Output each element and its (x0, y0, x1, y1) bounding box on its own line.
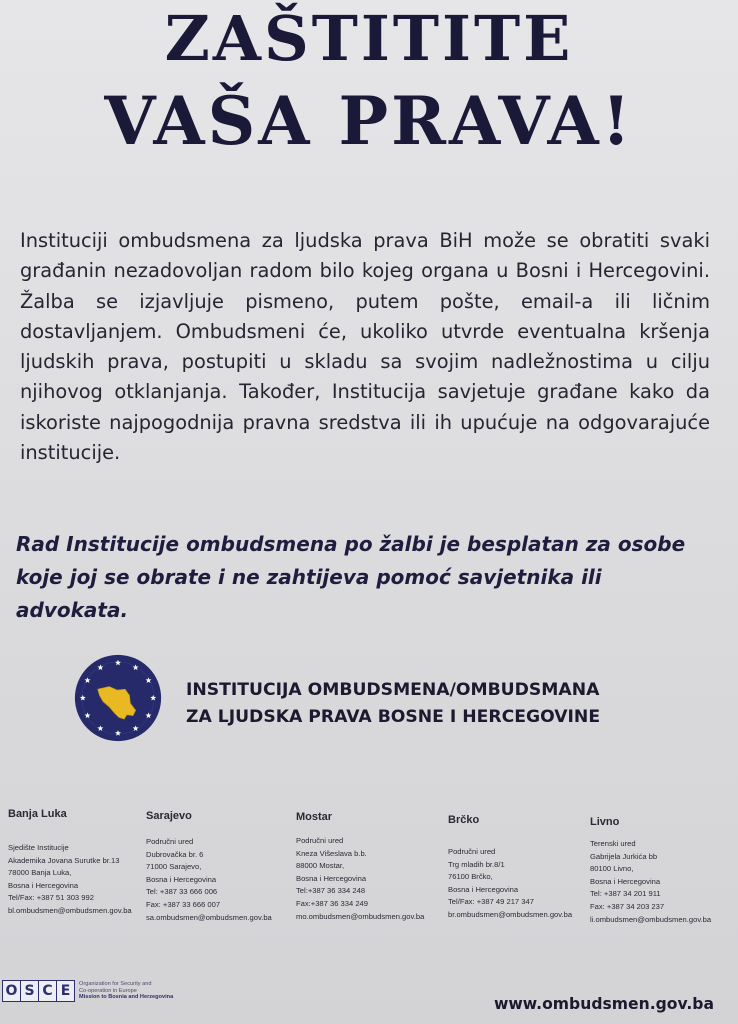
osce-caption-line: Co-operation in Europe (79, 987, 137, 994)
office-line: Područni ured (296, 836, 344, 845)
office-sarajevo (146, 810, 281, 924)
office-email: mo.ombudsmen@ombudsmen.gov.ba (296, 911, 425, 921)
office-line: Tel: +387 33 666 006 (146, 887, 218, 897)
office-line: Fax: +387 33 666 007 (146, 899, 221, 909)
headline-line-1: ZAŠTITITE (164, 2, 574, 75)
osce-caption-line: Organization for Security and (79, 981, 152, 988)
office-line: Gabrijela Jurkića bb (590, 851, 658, 861)
office-line: Tel: +387 34 201 911 (590, 889, 661, 899)
office-line: Sjedište Institucije (8, 843, 69, 852)
institution-name-line-1: INSTITUCIJA OMBUDSMENA/OMBUDSMANA (186, 680, 600, 700)
office-line: 80100 Livno, (590, 864, 634, 874)
office-city: Livno (590, 816, 620, 828)
office-banja-luka (8, 808, 143, 918)
headline-line-2: VAŠA PRAVA! (104, 82, 634, 160)
osce-letter: S (21, 981, 39, 1001)
office-line: Područni ured (146, 837, 194, 846)
office-line: 88000 Mostar, (296, 861, 345, 871)
office-email: bl.ombudsmen@ombudsmen.gov.ba (8, 905, 132, 915)
office-line: Bosna i Hercegovina (590, 876, 661, 886)
office-city: Mostar (296, 811, 333, 823)
office-line: Bosna i Hercegovina (8, 880, 79, 890)
office-line: Trg mladih br.8/1 (448, 859, 505, 869)
office-city: Brčko (448, 814, 480, 826)
office-livno (590, 816, 730, 926)
osce-letter: O (3, 981, 21, 1001)
office-city: Sarajevo (146, 810, 192, 822)
ombudsman-emblem-icon (74, 654, 162, 742)
institution-name-line-2: ZA LJUDSKA PRAVA BOSNE I HERCEGOVINE (186, 707, 601, 727)
office-line: Tel/Fax: +387 49 217 347 (448, 897, 534, 907)
office-line: Tel/Fax: +387 51 303 992 (8, 893, 94, 903)
office-line: Kneza Višeslava b.b. (296, 848, 367, 858)
office-line: Terenski ured (590, 839, 636, 848)
office-line: Fax:+387 36 334 249 (296, 898, 368, 908)
office-line: Dubrovačka br. 6 (146, 849, 204, 859)
osce-letter: E (57, 981, 74, 1001)
office-line: Bosna i Hercegovina (146, 874, 217, 884)
osce-logo (2, 980, 173, 1002)
office-line: Tel:+387 36 334 248 (296, 886, 366, 896)
office-email: sa.ombudsmen@ombudsmen.gov.ba (146, 912, 272, 922)
office-line: 78000 Banja Luka, (8, 868, 72, 878)
osce-letter-boxes (2, 980, 75, 1002)
website-url: www.ombudsmen.gov.ba (493, 995, 714, 1013)
office-line: 76100 Brčko, (448, 872, 493, 882)
office-line: Fax: +387 34 203 237 (590, 901, 665, 911)
free-service-note: Rad Institucije ombudsmena po žalbi je besplatan za osobe koje joj se obrate i ne zahtijeva pomoć savjetnika ili advokata. (16, 532, 686, 622)
office-brcko (448, 814, 583, 922)
institution-name (186, 677, 686, 731)
intro-paragraph: Instituciji ombudsmena za ljudska prava BiH može se obratiti svaki građanin nezadovoljan radom bilo kojeg organa u Bosni i Hercegovini. Žalba se izjavljuje pismeno, putem pošte, email-a ili ličnim dostavljanjem. Ombudsmeni će, ukoliko utvrde eventualna kršenja ljudskih prava, postupiti u skladu sa svojim nadležnostima u cilju njihovog otklanjanja. Također, Institucija savjetuje građane kako da iskoriste najpogodnija pravna sredstva ili ih upućuje na odgovarajuće institucije. (20, 229, 710, 465)
osce-mission-line: Mission to Bosnia and Herzegovina (79, 994, 174, 1001)
office-mostar (296, 811, 431, 923)
office-email: br.ombudsmen@ombudsmen.gov.ba (448, 909, 573, 919)
office-line: 71000 Sarajevo, (146, 862, 202, 872)
office-line: Područni ured (448, 847, 496, 856)
office-email: li.ombudsmen@ombudsmen.gov.ba (590, 914, 712, 924)
office-line: Bosna i Hercegovina (296, 873, 367, 883)
osce-caption (79, 981, 173, 1001)
office-line: Bosna i Hercegovina (448, 884, 519, 894)
office-city: Banja Luka (8, 808, 67, 820)
osce-letter: C (39, 981, 57, 1001)
office-line: Akademika Jovana Surutke br.13 (8, 855, 120, 865)
